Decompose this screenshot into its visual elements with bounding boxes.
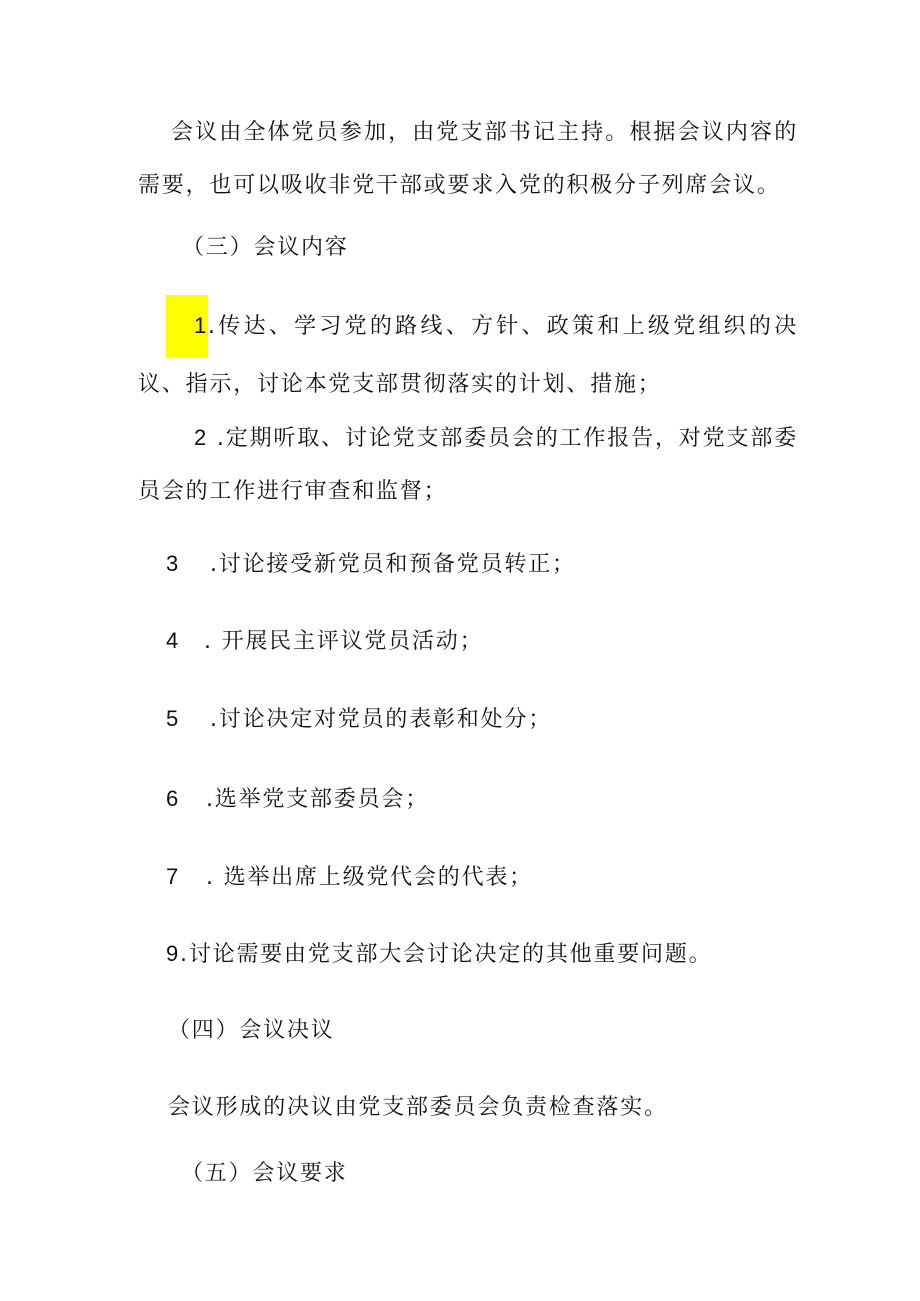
item-number: 7	[166, 864, 181, 889]
list-item-7	[166, 862, 533, 893]
item-text: .选举党支部委员会；	[206, 787, 429, 812]
item-number-highlighted: 1	[166, 295, 208, 358]
item-number: 5	[166, 706, 181, 731]
item-text: .讨论需要由党支部大会讨论决定的其他重要问题。	[180, 942, 713, 967]
paragraph-attendance: 会议由全体党员参加，由党支部书记主持。根据会议内容的需要，也可以吸收非党干部或要求入党的积极分子列席会议。	[138, 120, 798, 198]
item-number: 2	[194, 425, 209, 450]
list-item-1	[138, 295, 798, 411]
item-text: .传达、学习党的路线、方针、政策和上级党组织的决议、指示，讨论本党支部贯彻落实的计划、措施；	[138, 314, 798, 397]
heading-meeting-requirements: （五）会议要求	[181, 1161, 348, 1186]
item-text: .定期听取、讨论党支部委员会的工作报告，对党支部委员会的工作进行审查和监督；	[138, 426, 798, 504]
paragraph-resolution: 会议形成的决议由党支部委员会负责检查落实。	[168, 1095, 668, 1120]
item-text: . 开展民主评议党员活动；	[204, 629, 484, 654]
item-text: .讨论接受新党员和预备党员转正；	[210, 552, 576, 577]
item-number: 9	[166, 941, 181, 966]
list-item-2	[138, 411, 798, 518]
heading-meeting-content: （三）会议内容	[182, 235, 349, 260]
item-text: .讨论决定对党员的表彰和处分；	[210, 707, 552, 732]
item-number: 3	[166, 551, 181, 576]
list-item-9	[166, 939, 712, 970]
list-item-3	[166, 549, 576, 580]
item-number: 4	[166, 628, 181, 653]
list-item-4	[166, 626, 483, 657]
item-number: 6	[166, 786, 181, 811]
item-text: . 选举出席上级党代会的代表；	[206, 865, 533, 890]
list-item-5	[166, 704, 552, 735]
heading-meeting-resolution: （四）会议决议	[168, 1018, 335, 1043]
list-item-6	[166, 784, 429, 815]
